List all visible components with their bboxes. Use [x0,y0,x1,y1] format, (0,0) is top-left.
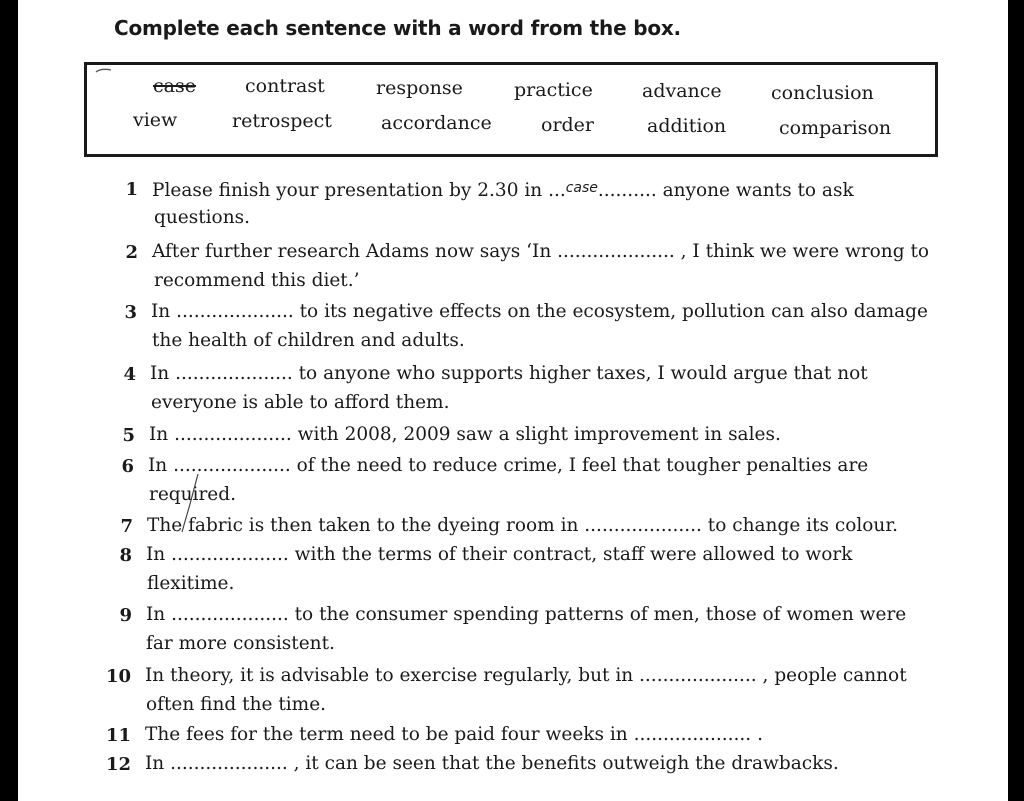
answer-blank[interactable]: .................... [170,753,288,774]
sentence-text-after: to its negative effects on the ecosystem, pollution can also damage [293,301,928,322]
word-comparison: comparison [779,117,892,139]
sentence-line [148,452,868,479]
sentence-text-before: In theory, it is advisable to exercise regularly, but in [145,665,640,686]
sentence-line [150,360,868,387]
sentence-continuation: often find the time. [146,694,327,715]
sentence-continuation: required. [149,484,236,505]
sentence-continuation: questions. [154,207,250,228]
pen-stroke-icon [176,470,206,540]
sentence-continuation: the health of children and adults. [152,330,465,351]
sentence-text-after: to the consumer spending patterns of men, those of women were [288,604,907,625]
sentence-continuation: everyone is able to afford them. [151,392,450,413]
sentence-number: 10 [105,666,131,687]
sentence-number: 4 [123,364,136,385]
exercise-instruction: Complete each sentence with a word from the box. [114,16,681,40]
sentence-number: 8 [119,545,132,566]
answer-blank[interactable]: .................... [171,544,289,565]
sentence-line [149,421,781,448]
answer-blank[interactable]: .................... [584,515,702,536]
word-order: order [541,114,595,136]
sentence-continuation: recommend this diet.’ [154,270,360,291]
worksheet-page [18,0,1008,801]
word-practice: practice [514,79,593,101]
sentence-text-after: , people cannot [756,665,907,686]
sentence-line [146,541,852,568]
sentence-continuation: flexitime. [147,573,235,594]
sentence-text-after: , it can be seen that the benefits outweigh the drawbacks. [287,753,839,774]
sentence-text-after: to anyone who supports higher taxes, I would argue that not [292,363,868,384]
sentence-number: 12 [105,754,131,775]
sentence-text-after: . [751,724,763,745]
answer-blank[interactable]: .................... [174,424,292,445]
sentence-text-before: Please finish your presentation by 2.30 in [152,180,549,201]
answer-blank[interactable]: .................... [175,363,293,384]
word-advance: advance [642,80,722,102]
sentence-line [145,721,763,748]
answer-blank[interactable]: .................... [171,604,289,625]
sentence-text-before: In [149,424,175,445]
sentence-text-before: In [145,753,171,774]
sentence-number: 5 [122,425,135,446]
word-box [84,62,938,157]
sentence-number: 2 [125,242,138,263]
answer-blank[interactable]: ...$^{case}$.......... [548,180,657,201]
sentence-line [152,238,929,265]
sentence-line [152,175,854,204]
pen-mark-icon [95,67,113,75]
sentence-continuation: far more consistent. [146,633,335,654]
word-retrospect: retrospect [232,110,332,132]
answer-blank[interactable]: .................... [173,455,291,476]
sentence-line [145,662,907,689]
sentence-text-before: The fees for the term need to be paid four weeks in [145,724,634,745]
sentence-number: 1 [125,179,138,200]
sentence-line [146,601,906,628]
sentence-number: 3 [124,302,137,323]
sentence-number: 6 [121,456,134,477]
word-contrast: contrast [245,75,325,97]
word-conclusion: conclusion [771,82,874,104]
word-case: case [153,75,196,97]
sentence-text-before: In [146,604,172,625]
answer-blank[interactable]: .................... [639,665,757,686]
sentence-text-before: In [151,301,177,322]
sentence-number: 7 [120,516,133,537]
sentence-text-after: of the need to reduce crime, I feel that tougher penalties are [290,455,869,476]
sentence-number: 9 [119,605,132,626]
sentence-text-after: , I think we were wrong to [674,241,930,262]
word-view: view [133,109,178,131]
answer-blank[interactable]: .................... [557,241,675,262]
sentence-line [145,750,839,777]
sentence-text-before: After further research Adams now says ‘In [152,241,558,262]
handwritten-answer: case [565,180,598,196]
word-response: response [376,77,463,99]
sentence-line [147,512,898,539]
answer-blank[interactable]: .................... [633,724,752,745]
sentence-text-after: with 2008, 2009 saw a slight improvement in sales. [291,424,781,445]
sentence-number: 11 [105,725,131,746]
sentence-text-after: with the terms of their contract, staff were allowed to work [288,544,853,565]
sentence-line [151,298,928,325]
sentence-text-before: In [150,363,176,384]
word-addition: addition [647,115,727,137]
answer-blank[interactable]: .................... [176,301,294,322]
sentence-text-before: In [146,544,172,565]
sentence-text-after: anyone wants to ask [656,180,854,201]
sentence-text-after: to change its colour. [701,515,899,536]
sentence-text-before: The fabric is then taken to the dyeing room in [147,515,585,536]
word-accordance: accordance [381,112,492,134]
sentence-text-before: In [148,455,174,476]
